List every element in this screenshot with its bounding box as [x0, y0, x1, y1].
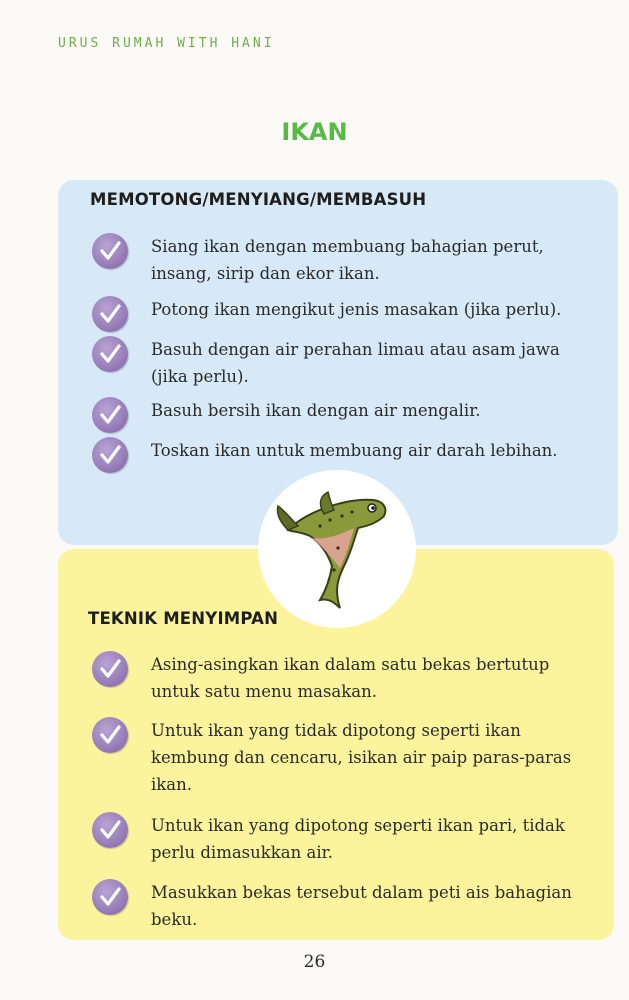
item-text: Masukkan bekas tersebut dalam peti ais bahagian beku.	[151, 883, 572, 929]
page-title: IKAN	[281, 118, 348, 146]
item-text: Toskan ikan untuk membuang air darah lebihan.	[151, 441, 558, 460]
checkmark-icon	[92, 233, 128, 269]
item-text: Untuk ikan yang tidak dipotong seperti ikan kembung dan cencaru, isikan air paip paras-paras ikan.	[151, 721, 572, 794]
running-header: URUS RUMAH WITH HANI	[58, 36, 275, 51]
checkmark-icon	[92, 437, 128, 473]
checkmark-icon	[92, 812, 128, 848]
checkmark-icon	[92, 717, 128, 753]
section-title-storage: TEKNIK MENYIMPAN	[88, 609, 279, 628]
checkmark-icon	[92, 336, 128, 372]
item-text: Siang ikan dengan membuang bahagian perut, insang, sirip dan ekor ikan.	[151, 237, 544, 283]
checkmark-icon	[92, 879, 128, 915]
section-title-cleaning: MEMOTONG/MENYIANG/MEMBASUH	[90, 190, 427, 209]
item-text: Potong ikan mengikut jenis masakan (jika perlu).	[151, 300, 562, 319]
item-text: Basuh dengan air perahan limau atau asam jawa (jika perlu).	[151, 340, 560, 386]
fish-icon	[258, 470, 416, 628]
item-text: Untuk ikan yang dipotong seperti ikan pari, tidak perlu dimasukkan air.	[151, 816, 565, 862]
page-number: 26	[303, 952, 326, 972]
item-text: Basuh bersih ikan dengan air mengalir.	[151, 401, 481, 420]
item-text: Asing-asingkan ikan dalam satu bekas bertutup untuk satu menu masakan.	[151, 655, 550, 701]
checkmark-icon	[92, 651, 128, 687]
fish-illustration	[258, 470, 416, 628]
checkmark-icon	[92, 397, 128, 433]
checkmark-icon	[92, 296, 128, 332]
